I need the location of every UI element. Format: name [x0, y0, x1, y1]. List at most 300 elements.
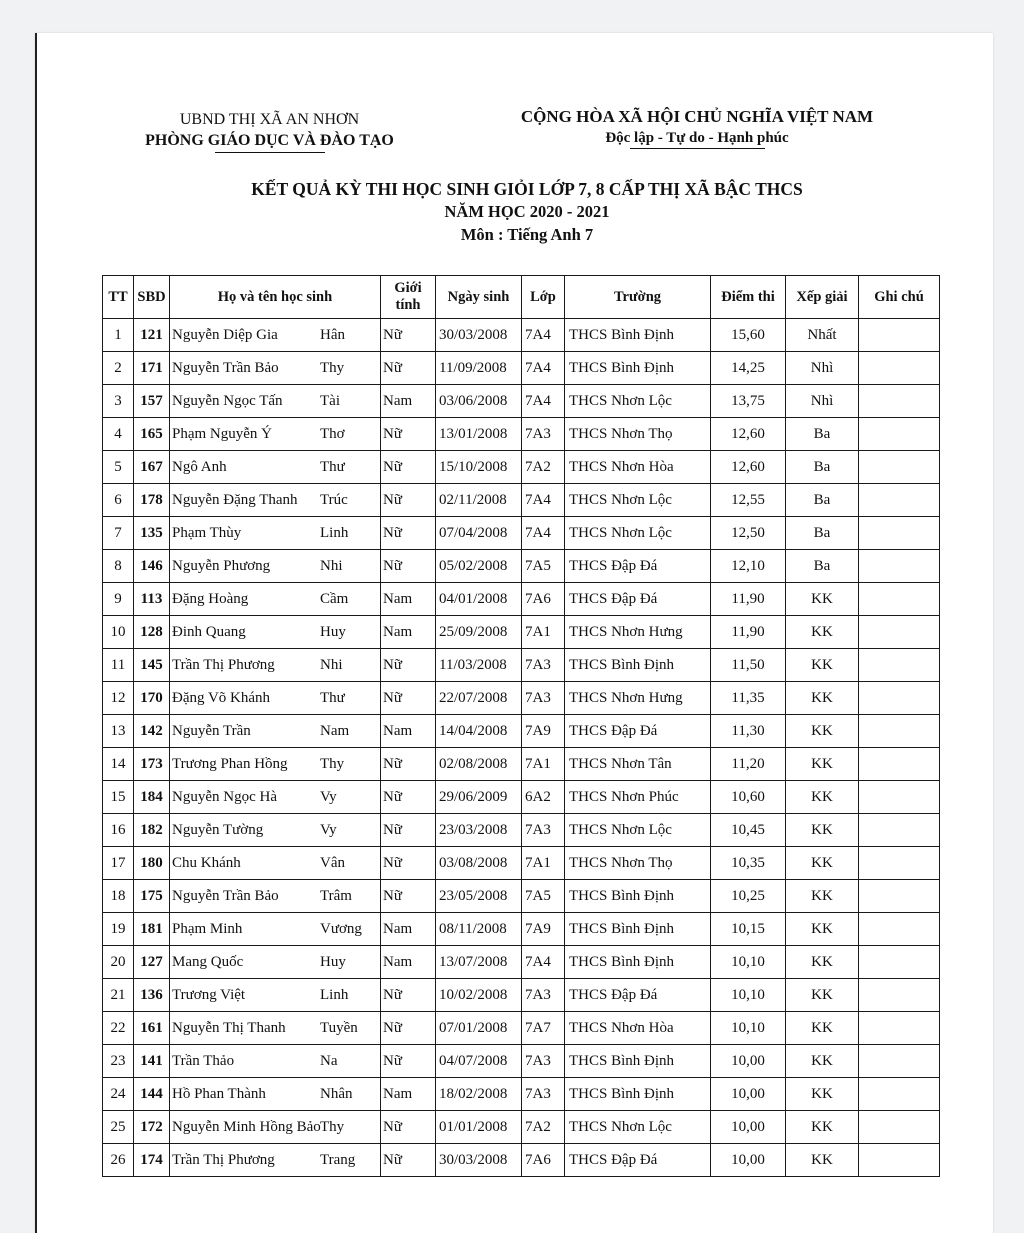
cell-dob: 04/07/2008 [436, 1045, 522, 1078]
cell-notes [859, 352, 940, 385]
table-row [103, 1045, 940, 1078]
cell-sbd: 136 [134, 979, 170, 1012]
student-last-middle-name: Đinh Quang [172, 624, 246, 640]
student-last-middle-name: Nguyễn Minh Hồng Bảo [172, 1119, 321, 1135]
col-header-gender [381, 276, 436, 319]
cell-class: 7A1 [522, 847, 565, 880]
cell-gender: Nữ [381, 517, 436, 550]
col-header-tt: TT [103, 276, 134, 319]
cell-tt: 24 [103, 1078, 134, 1111]
table-row [103, 847, 940, 880]
student-last-middle-name: Mang Quốc [172, 954, 244, 970]
cell-tt: 11 [103, 649, 134, 682]
student-first-name: Nhân [320, 1086, 353, 1102]
cell-gender: Nam [381, 1078, 436, 1111]
cell-dob: 25/09/2008 [436, 616, 522, 649]
student-last-middle-name: Phạm Nguyễn Ý [172, 426, 272, 442]
cell-school: THCS Nhơn Lộc [565, 385, 711, 418]
cell-class: 7A3 [522, 682, 565, 715]
cell-rank: Ba [786, 550, 859, 583]
cell-tt: 13 [103, 715, 134, 748]
cell-school: THCS Đập Đá [565, 979, 711, 1012]
student-last-middle-name: Nguyễn Đặng Thanh [172, 492, 298, 508]
cell-sbd: 128 [134, 616, 170, 649]
cell-school: THCS Đập Đá [565, 715, 711, 748]
cell-name [170, 1012, 381, 1045]
cell-name [170, 418, 381, 451]
student-last-middle-name: Nguyễn Trần [172, 723, 251, 739]
student-first-name: Huy [320, 624, 346, 640]
cell-rank: KK [786, 847, 859, 880]
col-header-rank: Xếp giải [786, 276, 859, 319]
table-row [103, 979, 940, 1012]
motto-underline [630, 148, 765, 149]
student-first-name: Thư [320, 459, 345, 475]
cell-sbd: 144 [134, 1078, 170, 1111]
cell-score: 12,60 [711, 418, 786, 451]
col-header-notes: Ghi chú [859, 276, 940, 319]
student-first-name: Linh [320, 525, 349, 541]
cell-rank: Ba [786, 517, 859, 550]
cell-name [170, 319, 381, 352]
cell-rank: KK [786, 1012, 859, 1045]
cell-class: 7A2 [522, 451, 565, 484]
cell-score: 11,50 [711, 649, 786, 682]
cell-rank: KK [786, 682, 859, 715]
cell-school: THCS Bình Định [565, 319, 711, 352]
cell-score: 14,25 [711, 352, 786, 385]
cell-notes [859, 1078, 940, 1111]
cell-dob: 04/01/2008 [436, 583, 522, 616]
national-motto [497, 106, 897, 149]
cell-dob: 13/07/2008 [436, 946, 522, 979]
student-first-name: Vy [320, 822, 337, 838]
cell-sbd: 170 [134, 682, 170, 715]
cell-school: THCS Nhơn Phúc [565, 781, 711, 814]
cell-rank: KK [786, 1078, 859, 1111]
cell-class: 7A9 [522, 715, 565, 748]
cell-school: THCS Nhơn Lộc [565, 517, 711, 550]
cell-school: THCS Nhơn Thọ [565, 847, 711, 880]
cell-class: 7A3 [522, 1078, 565, 1111]
student-first-name: Thy [320, 756, 345, 772]
cell-class: 7A6 [522, 1144, 565, 1177]
cell-class: 7A3 [522, 649, 565, 682]
cell-score: 11,30 [711, 715, 786, 748]
cell-sbd: 157 [134, 385, 170, 418]
cell-sbd: 113 [134, 583, 170, 616]
cell-name [170, 517, 381, 550]
table-row [103, 715, 940, 748]
student-last-middle-name: Trương Việt [172, 987, 246, 1003]
authority-underline [215, 152, 325, 153]
cell-gender: Nữ [381, 847, 436, 880]
cell-dob: 05/02/2008 [436, 550, 522, 583]
student-last-middle-name: Trần Thị Phương [172, 1152, 275, 1168]
student-first-name: Trâm [320, 888, 352, 904]
cell-tt: 20 [103, 946, 134, 979]
cell-name [170, 649, 381, 682]
cell-dob: 14/04/2008 [436, 715, 522, 748]
cell-sbd: 182 [134, 814, 170, 847]
table-row [103, 550, 940, 583]
cell-sbd: 135 [134, 517, 170, 550]
student-first-name: Vy [320, 789, 337, 805]
table-row [103, 1078, 940, 1111]
results-table [102, 275, 940, 1177]
cell-sbd: 121 [134, 319, 170, 352]
cell-sbd: 165 [134, 418, 170, 451]
student-first-name: Vương [320, 921, 362, 937]
cell-score: 10,10 [711, 946, 786, 979]
table-row [103, 418, 940, 451]
cell-name [170, 1144, 381, 1177]
cell-tt: 23 [103, 1045, 134, 1078]
table-body [103, 319, 940, 1177]
cell-gender: Nữ [381, 484, 436, 517]
cell-dob: 18/02/2008 [436, 1078, 522, 1111]
student-last-middle-name: Nguyễn Thị Thanh [172, 1020, 286, 1036]
table-row [103, 880, 940, 913]
cell-gender: Nam [381, 946, 436, 979]
cell-rank: KK [786, 880, 859, 913]
student-first-name: Tuyền [320, 1020, 358, 1036]
cell-notes [859, 550, 940, 583]
cell-name [170, 352, 381, 385]
cell-tt: 6 [103, 484, 134, 517]
cell-sbd: 173 [134, 748, 170, 781]
cell-gender: Nữ [381, 319, 436, 352]
motto-line-2: Độc lập - Tự do - Hạnh phúc [605, 130, 789, 146]
cell-dob: 11/03/2008 [436, 649, 522, 682]
cell-class: 7A7 [522, 1012, 565, 1045]
cell-class: 7A5 [522, 880, 565, 913]
cell-score: 10,00 [711, 1078, 786, 1111]
cell-dob: 10/02/2008 [436, 979, 522, 1012]
cell-name [170, 550, 381, 583]
cell-tt: 18 [103, 880, 134, 913]
cell-tt: 25 [103, 1111, 134, 1144]
cell-class: 7A9 [522, 913, 565, 946]
cell-tt: 9 [103, 583, 134, 616]
cell-rank: Ba [786, 484, 859, 517]
table-row [103, 682, 940, 715]
cell-gender: Nữ [381, 1012, 436, 1045]
cell-tt: 14 [103, 748, 134, 781]
cell-rank: KK [786, 748, 859, 781]
cell-rank: Nhì [786, 385, 859, 418]
cell-gender: Nam [381, 583, 436, 616]
cell-rank: KK [786, 1144, 859, 1177]
cell-rank: KK [786, 583, 859, 616]
cell-rank: KK [786, 715, 859, 748]
cell-score: 11,35 [711, 682, 786, 715]
cell-school: THCS Đập Đá [565, 550, 711, 583]
table-row [103, 913, 940, 946]
cell-name [170, 748, 381, 781]
subject-line: Môn : Tiếng Anh 7 [460, 225, 594, 244]
authority-line-1: UBND THỊ XÃ AN NHƠN [179, 111, 360, 128]
cell-dob: 23/03/2008 [436, 814, 522, 847]
cell-notes [859, 946, 940, 979]
cell-tt: 19 [103, 913, 134, 946]
cell-tt: 16 [103, 814, 134, 847]
cell-sbd: 172 [134, 1111, 170, 1144]
cell-notes [859, 385, 940, 418]
cell-notes [859, 616, 940, 649]
table-row [103, 781, 940, 814]
cell-score: 10,10 [711, 1012, 786, 1045]
cell-tt: 21 [103, 979, 134, 1012]
document-title [97, 177, 957, 247]
cell-school: THCS Nhơn Lộc [565, 814, 711, 847]
cell-school: THCS Nhơn Hưng [565, 682, 711, 715]
cell-tt: 2 [103, 352, 134, 385]
cell-dob: 03/08/2008 [436, 847, 522, 880]
cell-name [170, 847, 381, 880]
cell-tt: 3 [103, 385, 134, 418]
student-first-name: Nhi [320, 558, 343, 574]
cell-rank: Ba [786, 418, 859, 451]
cell-score: 12,50 [711, 517, 786, 550]
cell-name [170, 385, 381, 418]
cell-sbd: 175 [134, 880, 170, 913]
cell-class: 7A3 [522, 1045, 565, 1078]
cell-dob: 07/04/2008 [436, 517, 522, 550]
cell-dob: 02/08/2008 [436, 748, 522, 781]
cell-class: 7A3 [522, 814, 565, 847]
cell-tt: 12 [103, 682, 134, 715]
cell-sbd: 146 [134, 550, 170, 583]
cell-sbd: 181 [134, 913, 170, 946]
cell-score: 10,25 [711, 880, 786, 913]
col-header-school: Trường [565, 276, 711, 319]
cell-dob: 23/05/2008 [436, 880, 522, 913]
cell-school: THCS Nhơn Lộc [565, 484, 711, 517]
cell-dob: 29/06/2009 [436, 781, 522, 814]
cell-gender: Nữ [381, 781, 436, 814]
cell-sbd: 178 [134, 484, 170, 517]
student-first-name: Hân [320, 327, 345, 343]
cell-name [170, 814, 381, 847]
student-last-middle-name: Đặng Hoàng [172, 591, 249, 607]
cell-notes [859, 517, 940, 550]
cell-name [170, 1111, 381, 1144]
cell-gender: Nữ [381, 418, 436, 451]
cell-tt: 8 [103, 550, 134, 583]
cell-school: THCS Nhơn Hòa [565, 451, 711, 484]
cell-class: 7A5 [522, 550, 565, 583]
cell-notes [859, 913, 940, 946]
table-row [103, 319, 940, 352]
student-first-name: Nam [320, 723, 350, 739]
student-first-name: Trúc [320, 492, 348, 508]
cell-score: 10,15 [711, 913, 786, 946]
cell-notes [859, 748, 940, 781]
cell-notes [859, 814, 940, 847]
cell-tt: 1 [103, 319, 134, 352]
cell-score: 11,20 [711, 748, 786, 781]
cell-school: THCS Bình Định [565, 649, 711, 682]
student-last-middle-name: Chu Khánh [172, 855, 241, 871]
title-line-2: NĂM HỌC 2020 - 2021 [444, 202, 610, 221]
cell-school: THCS Nhơn Thọ [565, 418, 711, 451]
cell-gender: Nam [381, 715, 436, 748]
cell-notes [859, 319, 940, 352]
cell-notes [859, 715, 940, 748]
cell-gender: Nữ [381, 682, 436, 715]
cell-rank: KK [786, 1045, 859, 1078]
col-header-name: Họ và tên học sinh [170, 276, 381, 319]
cell-gender: Nam [381, 616, 436, 649]
cell-notes [859, 781, 940, 814]
student-last-middle-name: Phạm Minh [172, 921, 243, 937]
table-row [103, 517, 940, 550]
cell-score: 15,60 [711, 319, 786, 352]
cell-class: 7A4 [522, 385, 565, 418]
cell-tt: 15 [103, 781, 134, 814]
cell-school: THCS Bình Định [565, 1078, 711, 1111]
cell-name [170, 484, 381, 517]
cell-class: 7A4 [522, 352, 565, 385]
cell-class: 7A4 [522, 946, 565, 979]
cell-dob: 15/10/2008 [436, 451, 522, 484]
cell-class: 6A2 [522, 781, 565, 814]
cell-dob: 08/11/2008 [436, 913, 522, 946]
table-row [103, 1144, 940, 1177]
table-row [103, 385, 940, 418]
student-first-name: Vân [320, 855, 345, 871]
table-header-row [103, 276, 940, 319]
col-header-score: Điểm thi [711, 276, 786, 319]
cell-class: 7A2 [522, 1111, 565, 1144]
cell-notes [859, 484, 940, 517]
cell-sbd: 142 [134, 715, 170, 748]
authority-line-2: PHÒNG GIÁO DỤC VÀ ĐÀO TẠO [145, 132, 394, 149]
student-first-name: Cầm [320, 591, 349, 607]
table-row [103, 484, 940, 517]
student-last-middle-name: Đặng Võ Khánh [172, 690, 271, 706]
col-header-sbd: SBD [134, 276, 170, 319]
student-last-middle-name: Nguyễn Tường [172, 822, 264, 838]
cell-rank: KK [786, 946, 859, 979]
cell-dob: 30/03/2008 [436, 1144, 522, 1177]
student-last-middle-name: Phạm Thùy [172, 525, 242, 541]
table-row [103, 649, 940, 682]
cell-score: 10,45 [711, 814, 786, 847]
cell-class: 7A3 [522, 418, 565, 451]
student-last-middle-name: Trần Thị Phương [172, 657, 275, 673]
cell-score: 10,60 [711, 781, 786, 814]
cell-rank: Ba [786, 451, 859, 484]
cell-gender: Nữ [381, 649, 436, 682]
table-row [103, 748, 940, 781]
student-first-name: Tài [320, 393, 340, 409]
cell-sbd: 141 [134, 1045, 170, 1078]
cell-school: THCS Nhơn Hòa [565, 1012, 711, 1045]
cell-tt: 7 [103, 517, 134, 550]
cell-rank: KK [786, 913, 859, 946]
cell-gender: Nam [381, 913, 436, 946]
cell-gender: Nữ [381, 1111, 436, 1144]
cell-dob: 01/01/2008 [436, 1111, 522, 1144]
cell-notes [859, 649, 940, 682]
cell-gender: Nữ [381, 748, 436, 781]
cell-notes [859, 1111, 940, 1144]
cell-school: THCS Nhơn Lộc [565, 1111, 711, 1144]
cell-rank: KK [786, 616, 859, 649]
student-last-middle-name: Nguyễn Ngọc Hà [172, 789, 277, 805]
cell-rank: KK [786, 814, 859, 847]
student-first-name: Huy [320, 954, 346, 970]
title-line-1: KẾT QUẢ KỲ THI HỌC SINH GIỎI LỚP 7, 8 CẤP THỊ XÃ BẬC THCS [251, 179, 803, 199]
student-last-middle-name: Trần Thảo [172, 1053, 235, 1069]
cell-class: 7A3 [522, 979, 565, 1012]
cell-name [170, 946, 381, 979]
cell-name [170, 1078, 381, 1111]
cell-tt: 4 [103, 418, 134, 451]
table-row [103, 1111, 940, 1144]
student-last-middle-name: Nguyễn Trần Bảo [172, 360, 279, 376]
cell-dob: 13/01/2008 [436, 418, 522, 451]
cell-notes [859, 1045, 940, 1078]
cell-notes [859, 979, 940, 1012]
cell-name [170, 781, 381, 814]
cell-school: THCS Đập Đá [565, 583, 711, 616]
cell-school: THCS Bình Định [565, 913, 711, 946]
cell-gender: Nữ [381, 814, 436, 847]
cell-notes [859, 880, 940, 913]
cell-school: THCS Nhơn Tân [565, 748, 711, 781]
cell-score: 12,55 [711, 484, 786, 517]
cell-rank: KK [786, 1111, 859, 1144]
cell-tt: 26 [103, 1144, 134, 1177]
cell-name [170, 451, 381, 484]
cell-school: THCS Bình Định [565, 946, 711, 979]
table-row [103, 814, 940, 847]
student-last-middle-name: Nguyễn Phương [172, 558, 271, 574]
cell-class: 7A4 [522, 517, 565, 550]
cell-gender: Nữ [381, 979, 436, 1012]
cell-gender: Nữ [381, 451, 436, 484]
col-header-dob: Ngày sinh [436, 276, 522, 319]
cell-score: 10,10 [711, 979, 786, 1012]
cell-notes [859, 451, 940, 484]
cell-score: 10,00 [711, 1111, 786, 1144]
cell-sbd: 171 [134, 352, 170, 385]
motto-line-1: CỘNG HÒA XÃ HỘI CHỦ NGHĨA VIỆT NAM [520, 107, 874, 126]
cell-class: 7A1 [522, 748, 565, 781]
table-row [103, 451, 940, 484]
cell-name [170, 1045, 381, 1078]
cell-dob: 11/09/2008 [436, 352, 522, 385]
cell-score: 13,75 [711, 385, 786, 418]
student-last-middle-name: Nguyễn Ngọc Tấn [172, 393, 283, 409]
cell-tt: 10 [103, 616, 134, 649]
student-first-name: Thư [320, 690, 345, 706]
cell-sbd: 184 [134, 781, 170, 814]
table-row [103, 616, 940, 649]
cell-rank: KK [786, 649, 859, 682]
cell-school: THCS Bình Định [565, 352, 711, 385]
student-last-middle-name: Nguyễn Diệp Gia [172, 327, 278, 343]
cell-dob: 22/07/2008 [436, 682, 522, 715]
cell-sbd: 180 [134, 847, 170, 880]
table-row [103, 352, 940, 385]
cell-rank: KK [786, 781, 859, 814]
student-first-name: Trang [320, 1152, 356, 1168]
cell-rank: Nhất [786, 319, 859, 352]
